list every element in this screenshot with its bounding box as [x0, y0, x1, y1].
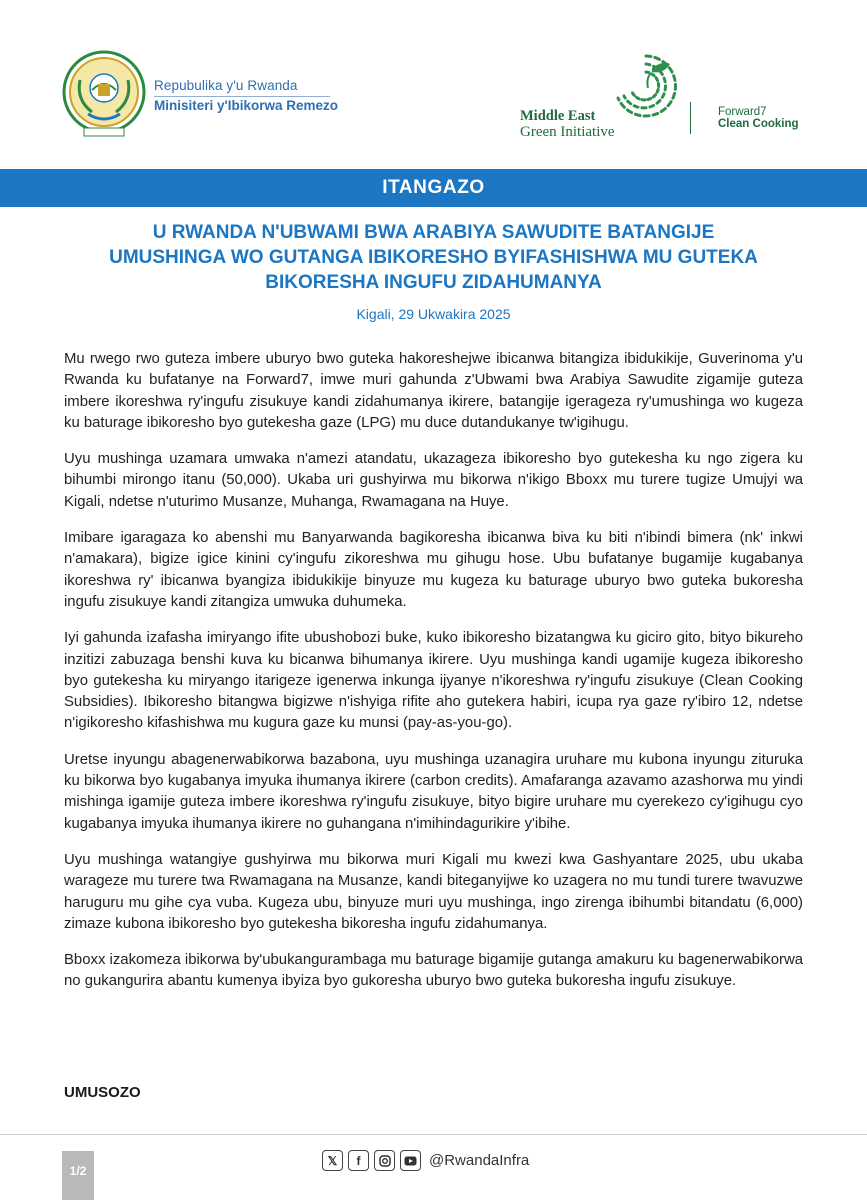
x-icon[interactable]: 𝕏: [322, 1150, 343, 1171]
facebook-icon[interactable]: f: [348, 1150, 369, 1171]
body-text: [64, 349, 803, 1008]
ministry-divider: [154, 96, 330, 97]
forward7-subtitle: Clean Cooking: [718, 118, 799, 130]
social-links: [322, 1150, 529, 1171]
republic-name: Repubulika y'u Rwanda: [154, 78, 298, 93]
paragraph: Uyu mushinga uzamara umwaka n'amezi atandatu, ukazageza ibikoresho byo gutekesha ku ngo zigera ku bihumbi mirongo itanu (50,000). Ukaba uri gushyirwa mu bikorwa n'ikigo Bboxx mu turere tugize Umujyi wa Kigali, ndetse n'uturimo Musanze, Muhanga, Rwamagana na Huye.: [64, 451, 803, 510]
social-handle[interactable]: @RwandaInfra: [429, 1152, 530, 1169]
green-circle-leaf-icon: [606, 50, 678, 134]
forward7-logo: [718, 106, 799, 130]
paragraph: Uyu mushinga watangiye gushyirwa mu bikorwa muri Kigali mu kwezi kwa Gashyantare 2025, ubu ukaba warageze mu turere twa Rwamagana na Musanze, kandi biteganyijwe ko uzagera no mu tundi turere twavuzwe haruguru mu gihe cya vuba. Kugeza ubu, binyuze muri uyu mushinga, ingo zirenga ibihumbi bitandatu (6,000) zimaze kubona ibikoresho byo gutekesha bikoresha ingufu zidahumanya.: [64, 851, 803, 932]
page-number-badge: [62, 1151, 94, 1200]
footer-divider: [0, 1134, 867, 1135]
headline-line: U RWANDA N'UBWAMI BWA ARABIYA SAWUDITE BATANGIJE: [152, 222, 715, 243]
paragraph: Imibare igaragaza ko abenshi mu Banyarwanda bagikoresha ibicanwa biva ku biti n'ibindi bimera (nk' inkwi n'amakara), bigize igice kinini cy'ingufu zikoreshwa mu gihugu hose. Ubu bufatanye bugamije kugabanya ikoreshwa ry' ibicanwa byangiza ibidukikije binyuze mu kugeza ku baturage uburyo bwo guteka bukoresha ingufu zisukuye kandi zitangiza umwuka duhumeka.: [64, 530, 803, 610]
ministry-title: Minisiteri y'Ibikorwa Remezo: [154, 98, 339, 113]
press-release-headline: [40, 220, 827, 295]
middle-east-green-initiative-logo: [516, 50, 686, 140]
banner-title: ITANGAZO: [382, 177, 485, 198]
youtube-icon[interactable]: [400, 1150, 421, 1171]
rwanda-coat-of-arms-logo: [62, 50, 146, 142]
paragraph: Bboxx izakomeza ibikorwa by'ubukangurambaga mu baturage bigamije gutanga amakuru ku bagenerwabikorwa no gukangurira abantu kumenya ibyiza byo gukoresha uburyo bwo guteka bukoresha ingufu zisukuye.: [64, 952, 803, 990]
paragraph: Uretse inyungu abagenerwabikorwa bazabona, uyu mushinga uzanagira uruhare mu kubona inyungu zituruka ku bikorwa byo kugabanya imyuka ihumanya ikirere (carbon credits). Amafaranga azavamo azashorwa mu yindi mishinga igamije guteza imbere ikoreshwa ry'ingufu zisukuye, bityo bigire uruhare mu cyerekezo cy'igihugu cyo kugabanya imyuka ihumanya ikirere no guhangana n'imihindagurikire y'ibihe.: [64, 751, 803, 832]
megi-title-line2: Green Initiative: [520, 124, 615, 140]
forward7-title: Forward7: [718, 106, 767, 118]
headline-line: BIKORESHA INGUFU ZIDAHUMANYA: [265, 272, 602, 293]
closing-mark: UMUSOZO: [64, 1084, 141, 1101]
headline-line: UMUSHINGA WO GUTANGA IBIKORESHO BYIFASHISHWA MU GUTEKA: [109, 247, 758, 268]
megi-title-line1: Middle East: [520, 108, 596, 124]
page-number: 1/2: [69, 1164, 87, 1178]
paragraph: Iyi gahunda izafasha imiryango ifite ubushobozi buke, kuko ibikoresho bizatangwa ku giciro gito, bityo bikureho inzitizi zabuzaga benshi kuva ku bicanwa bihumanya ikirere. Uyu mushinga kandi ugamije kugeza ibikoresho byo gutekesha ku miryango itarigeze igenerwa inkunga ijyanye n'ikoreshwa ry'ingufu zisukuye (Clean Cooking Subsidies). Ibikoresho bitangwa bigizwe n'ishyiga rifite aho gutekera habiri, icupa rya gaze ry'ibiro 12, ndetse n'igikoresho kifashishwa mu kugura gaze ku munsi (pay-as-you-go).: [64, 630, 803, 732]
dateline: Kigali, 29 Ukwakira 2025: [356, 306, 511, 322]
instagram-icon[interactable]: [374, 1150, 395, 1171]
partner-divider: [690, 102, 691, 134]
paragraph: Mu rwego rwo guteza imbere uburyo bwo guteka hakoreshejwe ibicanwa bitangiza ibidukikije, Guverinoma y'u Rwanda ku bufatanye na Forward7, imwe muri gahunda z'Ubwami bwa Arabiya Sawudite zigamije guteza imbere ikoreshwa ry'ingufu zisukuye kandi zidahumanya ikirere, batangije igerageza ry'umushinga wo kugeza ku baturage ibikoresho byo gutekesha gaze (LPG) mu duce dutandukanye tw'igihugu.: [64, 351, 803, 431]
letterhead: [0, 0, 867, 170]
announcement-banner: [0, 169, 867, 207]
